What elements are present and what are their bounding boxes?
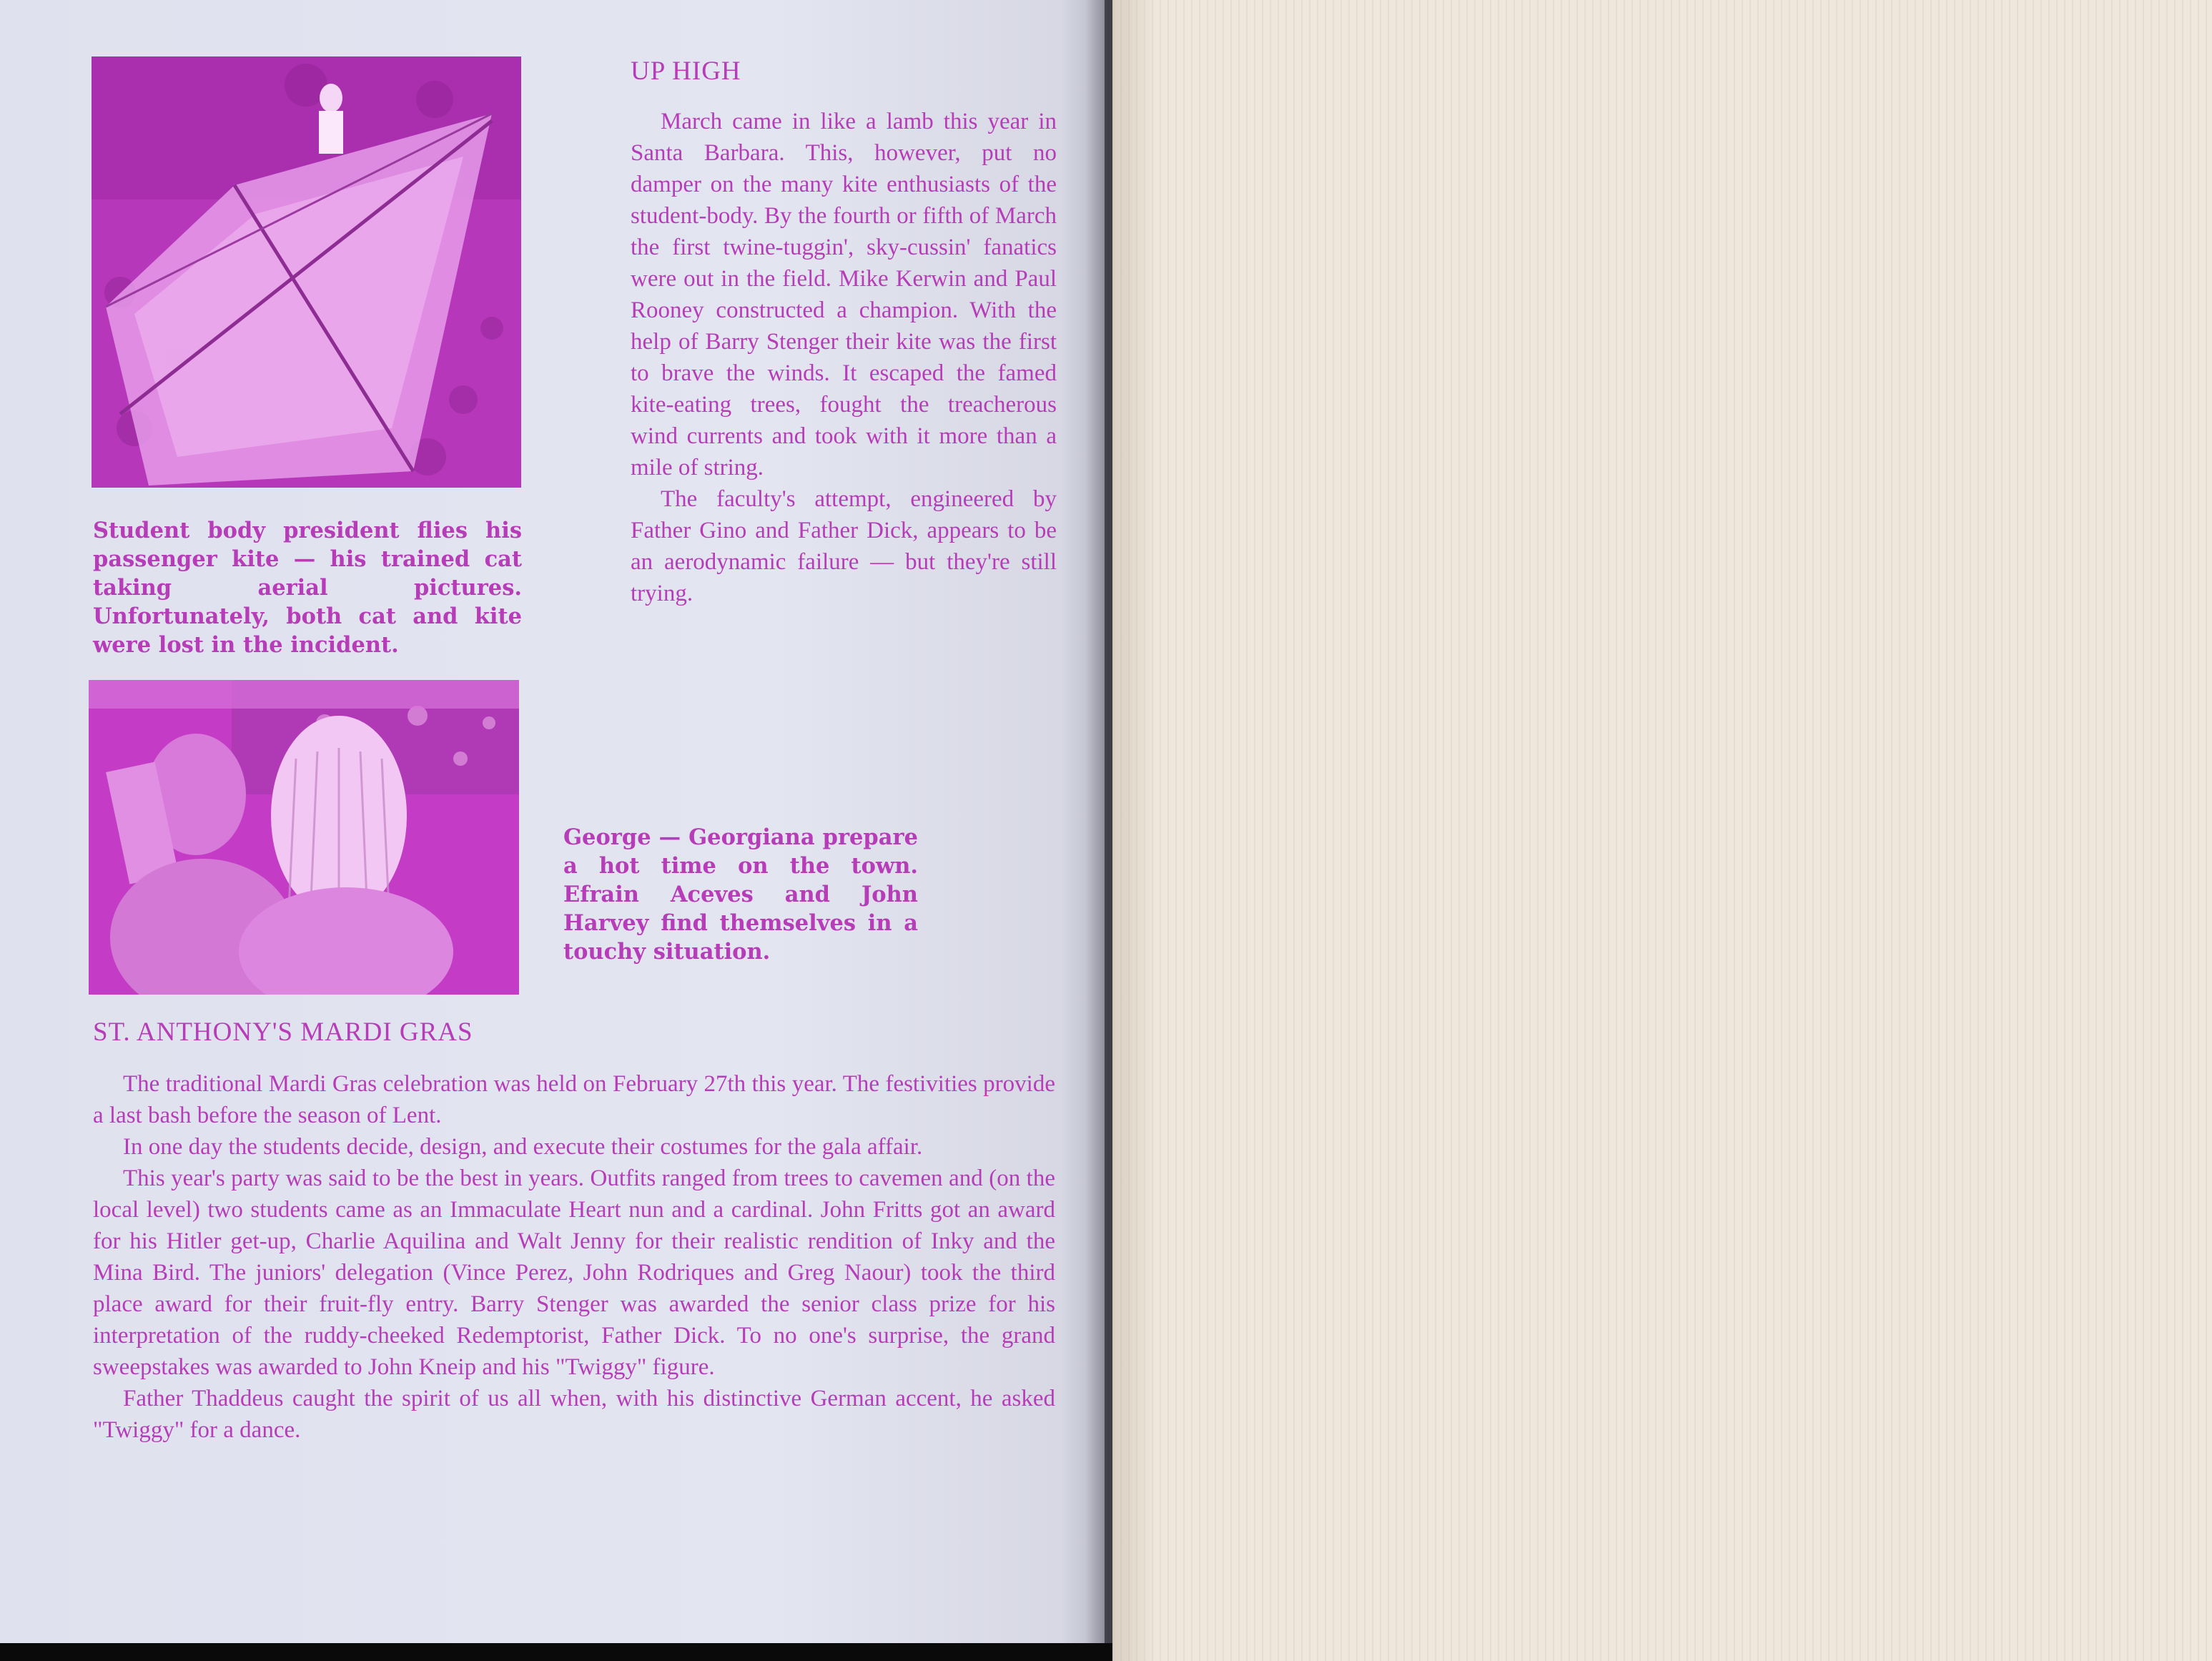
up-high-heading: UP HIGH bbox=[631, 56, 741, 86]
kite-photo-caption: Student body president flies his passenger kite — his trained cat taking aerial pictures. Unfortunately, both cat and kite were lost in the incident. bbox=[93, 518, 522, 658]
mardi-gras-paragraph-2: In one day the students decide, design, and execute their costumes for the gala affair. bbox=[123, 1134, 923, 1160]
up-high-paragraph-2: The faculty's attempt, engineered by Father Gino and Father Dick, appears to be an aerodynamic failure — but they're still trying. bbox=[631, 486, 1057, 606]
book-gutter bbox=[1085, 0, 1114, 1643]
kite-photo bbox=[92, 56, 521, 488]
costume-photo-caption: George — Georgiana prepare a hot time on the town. Efrain Aceves and John Harvey find themselves in a touchy situation. bbox=[563, 824, 918, 965]
mardi-gras-heading: ST. ANTHONY'S MARDI GRAS bbox=[93, 1017, 473, 1047]
mardi-gras-paragraph-1: The traditional Mardi Gras celebration was held on February 27th this year. The festivities provide a last bash before the season of Lent. bbox=[93, 1071, 1055, 1128]
costume-photo bbox=[89, 680, 519, 995]
up-high-article bbox=[631, 106, 1057, 609]
right-page-blank bbox=[1112, 0, 2212, 1661]
up-high-paragraph-1: March came in like a lamb this year in Santa Barbara. This, however, put no damper on the many kite enthusiasts of the student-body. By the fourth or fifth of March the first twine-tuggin', sky-cussin' fanatics were out in the field. Mike Kerwin and Paul Rooney constructed a champion. With the help of Barry Stenger their kite was the first to brave the winds. It escaped the famed kite-eating trees, fought the treacherous wind currents and took with it more than a mile of string. bbox=[631, 109, 1057, 480]
mardi-gras-paragraph-3: This year's party was said to be the best in years. Outfits ranged from trees to cavemen and (on the local level) two students came as an Immaculate Heart nun and a cardinal. John Fritts got an award for his Hitler get-up, Charlie Aquilina and Walt Jenny for their realistic rendition of Inky and the Mina Bird. The juniors' delegation (Vince Perez, John Rodriques and Greg Naour) took the third place award for their fruit-fly entry. Barry Stenger was awarded the senior class prize for his interpretation of the ruddy-cheeked Redemptorist, Father Dick. To no one's surprise, the grand sweepstakes was awarded to John Kneip and his "Twiggy" figure. bbox=[93, 1165, 1055, 1380]
mardi-gras-paragraph-4: Father Thaddeus caught the spirit of us all when, with his distinctive German accent, he asked "Twiggy" for a dance. bbox=[93, 1386, 1055, 1443]
mardi-gras-article bbox=[93, 1068, 1055, 1446]
